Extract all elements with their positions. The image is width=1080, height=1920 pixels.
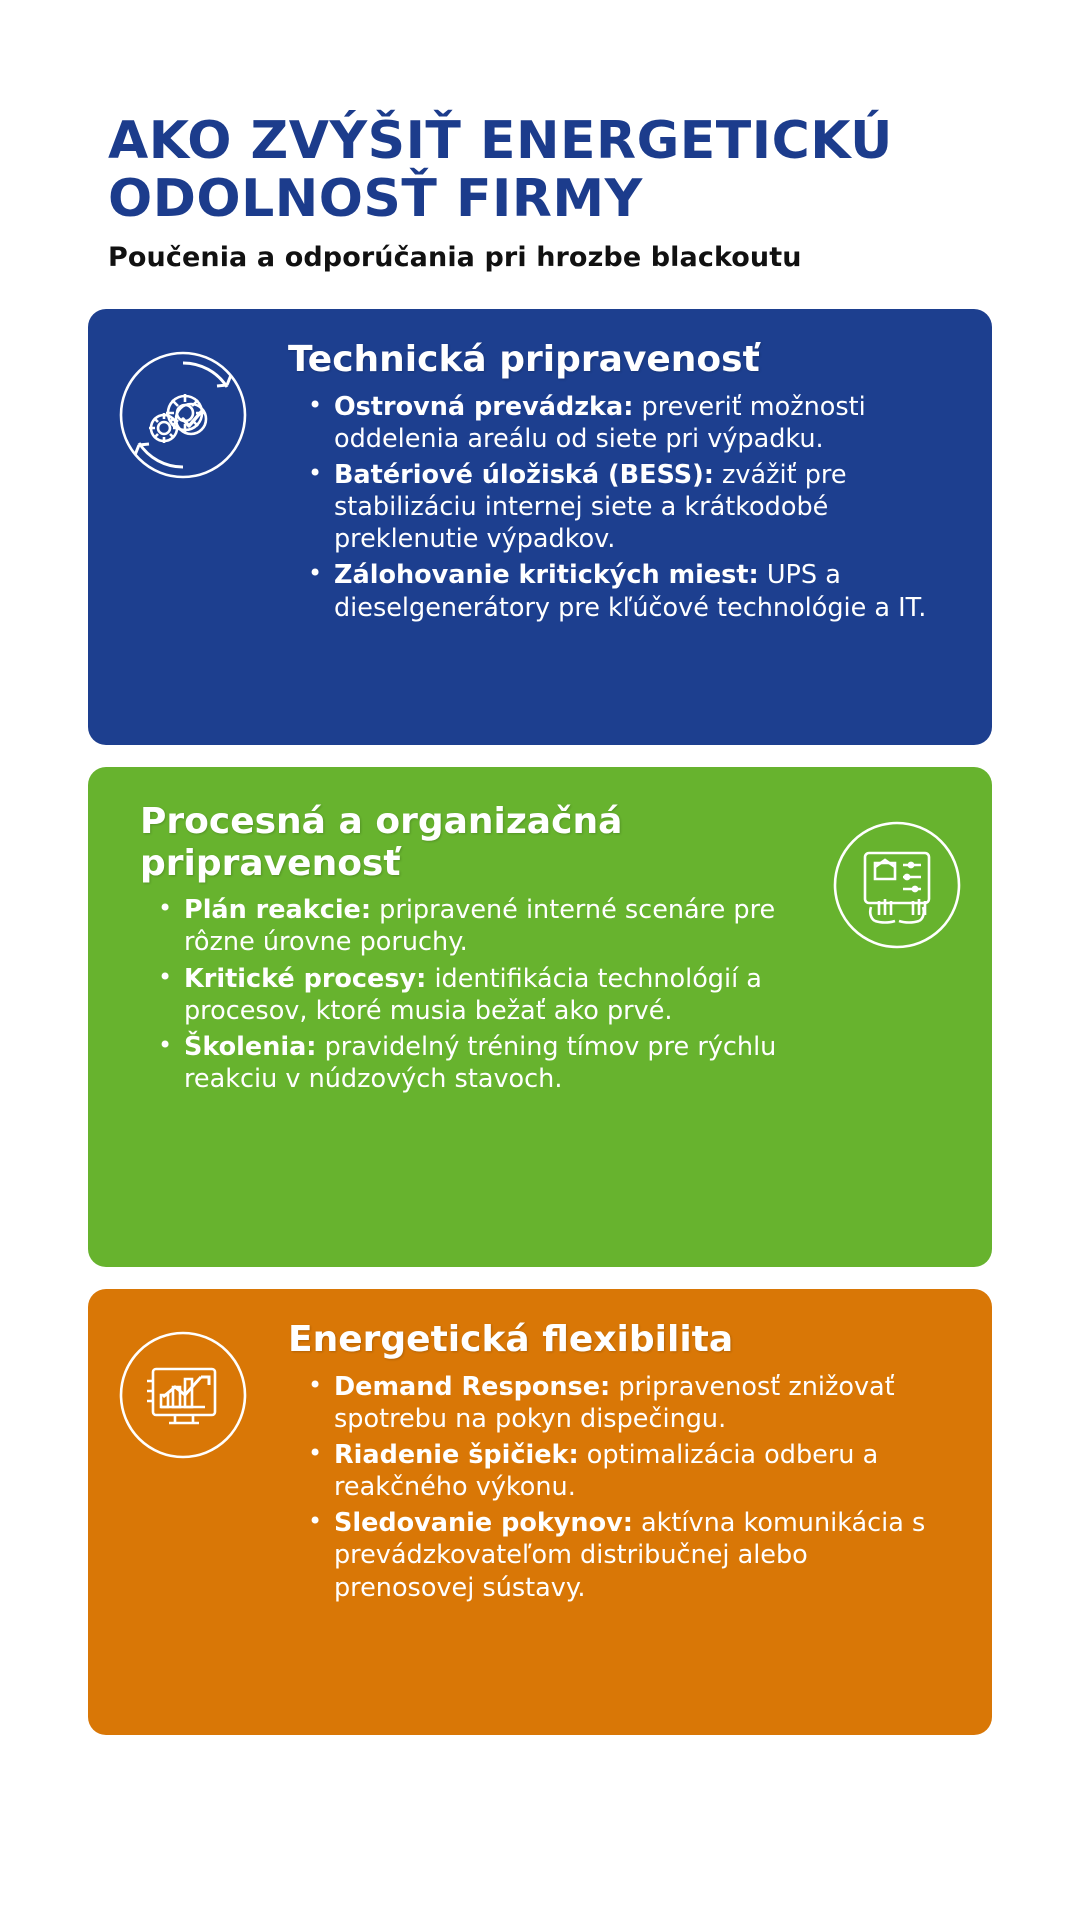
list-item [334,1371,952,1435]
card-bullet-list [140,894,802,1095]
card-icon-wrapper [88,1289,278,1465]
hands-tablet-controls-icon [827,815,967,955]
bullet-lead: Ostrovná prevádzka: [334,391,634,422]
list-item [334,559,952,623]
page-title: AKO ZVÝŠIŤ ENERGETICKÚ ODOLNOSŤ FIRMY [108,111,893,230]
list-item [334,1507,952,1603]
bullet-lead: Zálohovanie kritických miest: [334,560,759,591]
bullet-lead: Kritické procesy: [184,963,427,994]
card-icon-wrapper [802,767,992,955]
card-body [278,309,992,661]
bullet-text: zvážiť pre stabilizáciu internej siete a krátkodobé preklenutie výpadkov. [334,460,847,555]
list-item [184,963,802,1027]
bullet-text: pripravenosť znižovať spotrebu na pokyn dispečingu. [334,1371,895,1434]
list-item [334,391,952,455]
bullet-lead: Školenia: [184,1031,317,1062]
list-item [334,1439,952,1503]
card-title: Procesná a organizačná pripravenosť [140,801,623,884]
bullet-text: preveriť možnosti oddelenia areálu od siete pri výpadku. [334,391,866,454]
bullet-lead: Riadenie špičiek: [334,1440,579,1471]
list-item [184,1031,802,1095]
card-title: Energetická flexibilita [288,1319,734,1361]
bullet-text: optimalizácia odberu a reakčného výkonu. [334,1440,879,1503]
card-procesna-a-organizacna-pripravenost [88,767,992,1267]
bullet-lead: Batériové úložiská (BESS): [334,460,714,491]
bullet-text: pravidelný tréning tímov pre rýchlu reakciu v núdzových stavoch. [184,1031,777,1094]
bullet-text: identifikácia technológií a procesov, ktoré musia bežať ako prvé. [184,963,762,1026]
card-bullet-list [278,1371,952,1604]
card-list [0,309,1080,1735]
card-body [88,767,802,1133]
list-item [184,894,802,958]
bullet-lead: Sledovanie pokynov: [334,1508,633,1539]
card-icon-wrapper [88,309,278,485]
card-technicka-pripravenost [88,309,992,745]
bullet-text: aktívna komunikácia s prevádzkovateľom distribučnej alebo prenosovej sústavy. [334,1508,926,1603]
monitor-bar-chart-arrow-icon [113,1325,253,1465]
card-body [278,1289,992,1641]
header [0,0,1080,273]
list-item [334,459,952,555]
gears-check-circle-icon [113,345,253,485]
bullet-text: pripravené interné scenáre pre rôzne úrovne poruchy. [184,895,776,958]
bullet-lead: Demand Response: [334,1371,611,1402]
page-subtitle: Poučenia a odporúčania pri hrozbe blackoutu [108,242,802,274]
card-energeticka-flexibilita [88,1289,992,1735]
bullet-lead: Plán reakcie: [184,895,372,926]
bullet-text: UPS a dieselgenerátory pre kľúčové technológie a IT. [334,560,927,623]
card-bullet-list [278,391,952,624]
card-title: Technická pripravenosť [288,339,760,381]
